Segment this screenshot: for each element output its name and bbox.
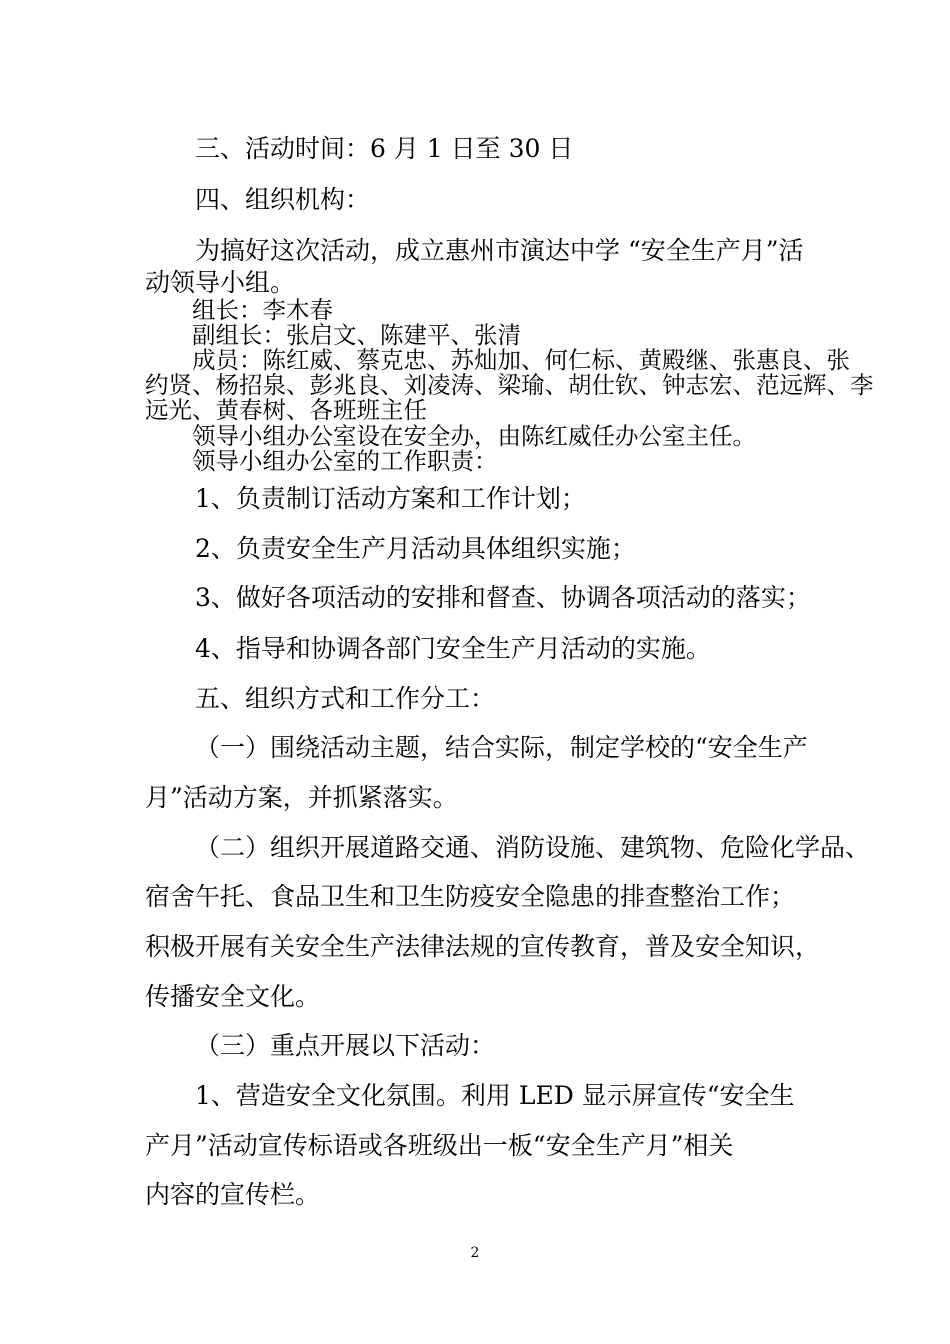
text-line: 2、负责安全生产月活动具体组织实施； [195, 534, 636, 563]
text-line: 动领导小组。 [145, 268, 296, 297]
text-line: （三）重点开展以下活动： [195, 1031, 496, 1060]
text-line: 1、负责制订活动方案和工作计划； [195, 484, 586, 513]
text-line: 组长：李木春 [192, 296, 333, 324]
text-line: 3、做好各项活动的安排和督查、协调各项活动的落实； [195, 583, 811, 612]
text-line: 约贤、杨招泉、彭兆良、刘凌涛、梁瑜、胡仕钦、钟志宏、范远辉、李 [145, 371, 874, 399]
text-line: 4、指导和协调各部门安全生产月活动的实施。 [195, 634, 711, 663]
text-line: 领导小组办公室的工作职责： [192, 447, 498, 475]
text-line: 内容的宣传栏。 [145, 1180, 321, 1209]
page-number: 2 [470, 1245, 480, 1261]
text-line: 远光、黄春树、各班班主任 [145, 396, 427, 424]
text-line: 成员：陈红威、蔡克忠、苏灿加、何仁标、黄殿继、张惠良、张 [192, 346, 850, 374]
text-line: （二）组织开展道路交通、消防设施、建筑物、危险化学品、 [195, 833, 871, 862]
text-line: 1、营造安全文化氛围。利用 LED 显示屏宣传“安全生 [195, 1081, 795, 1110]
text-line: 五、组织方式和工作分工： [195, 684, 496, 713]
text-line: 传播安全文化。 [145, 982, 321, 1011]
text-line: 产月”活动宣传标语或各班级出一板“安全生产月”相关 [145, 1131, 734, 1160]
text-line: 宿舍午托、食品卫生和卫生防疫安全隐患的排查整治工作； [145, 882, 796, 911]
text-line: 积极开展有关安全生产法律法规的宣传教育，普及安全知识， [145, 932, 821, 961]
text-line: 四、组织机构： [195, 185, 371, 214]
text-line: 为搞好这次活动，成立惠州市演达中学 “安全生产月”活 [195, 236, 804, 265]
text-line: 三、活动时间：6 月 1 日至 30 日 [195, 134, 574, 163]
text-line: 月”活动方案，并抓紧落实。 [145, 783, 458, 812]
text-line: 领导小组办公室设在安全办，由陈红威任办公室主任。 [192, 422, 756, 450]
text-line: 副组长：张启文、陈建平、张清 [192, 321, 521, 349]
text-line: （一）围绕活动主题，结合实际，制定学校的“安全生产 [195, 733, 808, 762]
